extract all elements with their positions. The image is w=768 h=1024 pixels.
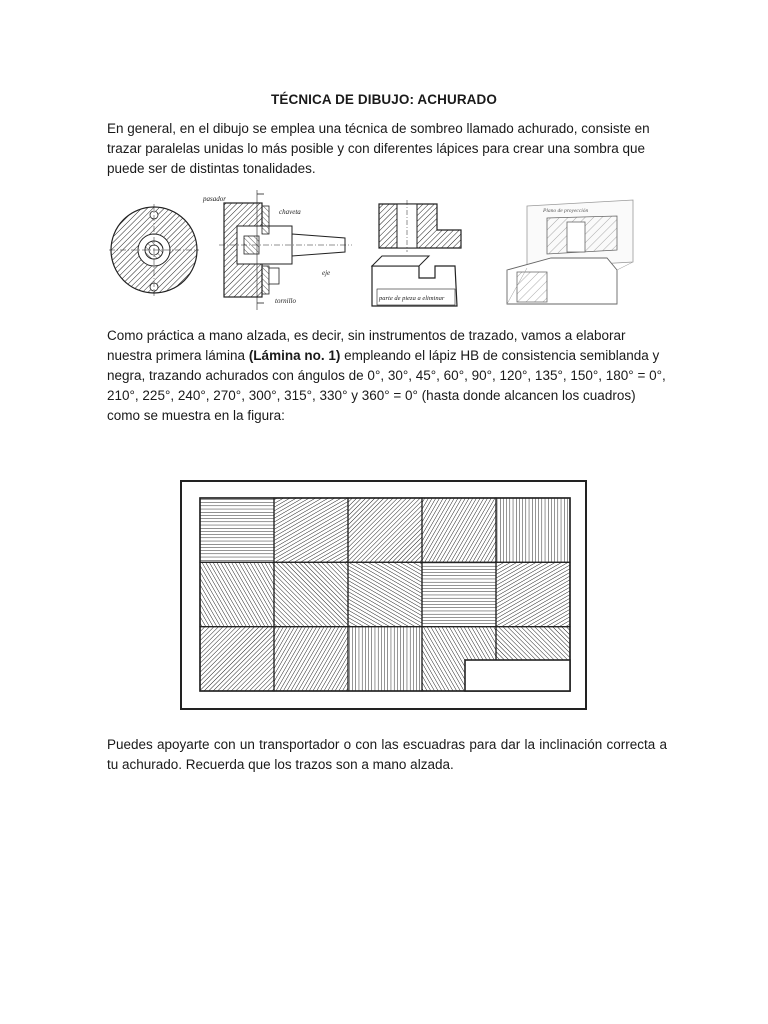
block-section-views: [372, 200, 461, 306]
closing-paragraph: Puedes apoyarte con un transportador o con las escuadras para dar la inclinación correcta a tu achurado. Recuerda que los trazos son a mano alzada.: [107, 737, 667, 772]
illustrations-row: [107, 186, 667, 311]
intro-paragraph: En general, en el dibujo se emplea una técnica de sombreo llamado achurado, consiste en trazar paralelas unidas lo más posible y con diferentes lápices para crear una sombra que puede ser de distintas tonalidades.: [107, 121, 650, 176]
lamina-label: (Lámina no. 1): [248, 348, 341, 363]
title-block: [465, 660, 570, 691]
hatching-grid: [180, 480, 587, 710]
hatch-cell: [200, 627, 274, 691]
hatch-cell: [274, 498, 348, 562]
label-pasador: pasador: [203, 195, 226, 203]
hatch-cell: [348, 562, 422, 626]
hatch-cell: [496, 562, 570, 626]
hatch-cell: [274, 627, 348, 691]
label-tornillo: tornillo: [275, 297, 297, 305]
page-title: TÉCNICA DE DIBUJO: ACHURADO: [271, 92, 497, 107]
hatch-cell: [200, 562, 274, 626]
label-chaveta: chaveta: [279, 208, 301, 216]
practice-text-1: Como práctica a mano alzada, es decir, sin instrumentos de trazado, vamos a elaborar nuestra primera lámina: [107, 328, 626, 363]
flange-end-view: [109, 204, 199, 296]
technical-drawings: [107, 186, 667, 311]
hatch-cell: [274, 562, 348, 626]
hatch-cell: [348, 627, 422, 691]
hatch-cell: [422, 562, 496, 626]
shaft-assembly-section: [202, 190, 352, 310]
section-caption: parte de pieza a eliminar: [379, 295, 445, 302]
hatch-cell: [422, 498, 496, 562]
practice-paragraph: [107, 326, 667, 426]
hatch-cell: [496, 498, 570, 562]
label-eje: eje: [322, 269, 331, 277]
plane-caption: Plano de proyección: [543, 208, 589, 214]
practice-text-2: empleando el lápiz HB de consistencia semiblanda y negra, trazando achurados con ángulos de 0°, 30°, 45°, 60°, 90°, 120°, 135°, 150°, 180° = 0°, 210°, 225°, 240°, 270°, 300°, 315°, 330° y 360° = 0° (hasta donde alcancen los cuadros) como se muestra en la figura:: [107, 348, 666, 423]
hatching-sheet: [180, 480, 587, 710]
hatch-cell: [200, 498, 274, 562]
hatch-cell: [348, 498, 422, 562]
projection-plane-view: [507, 200, 633, 304]
